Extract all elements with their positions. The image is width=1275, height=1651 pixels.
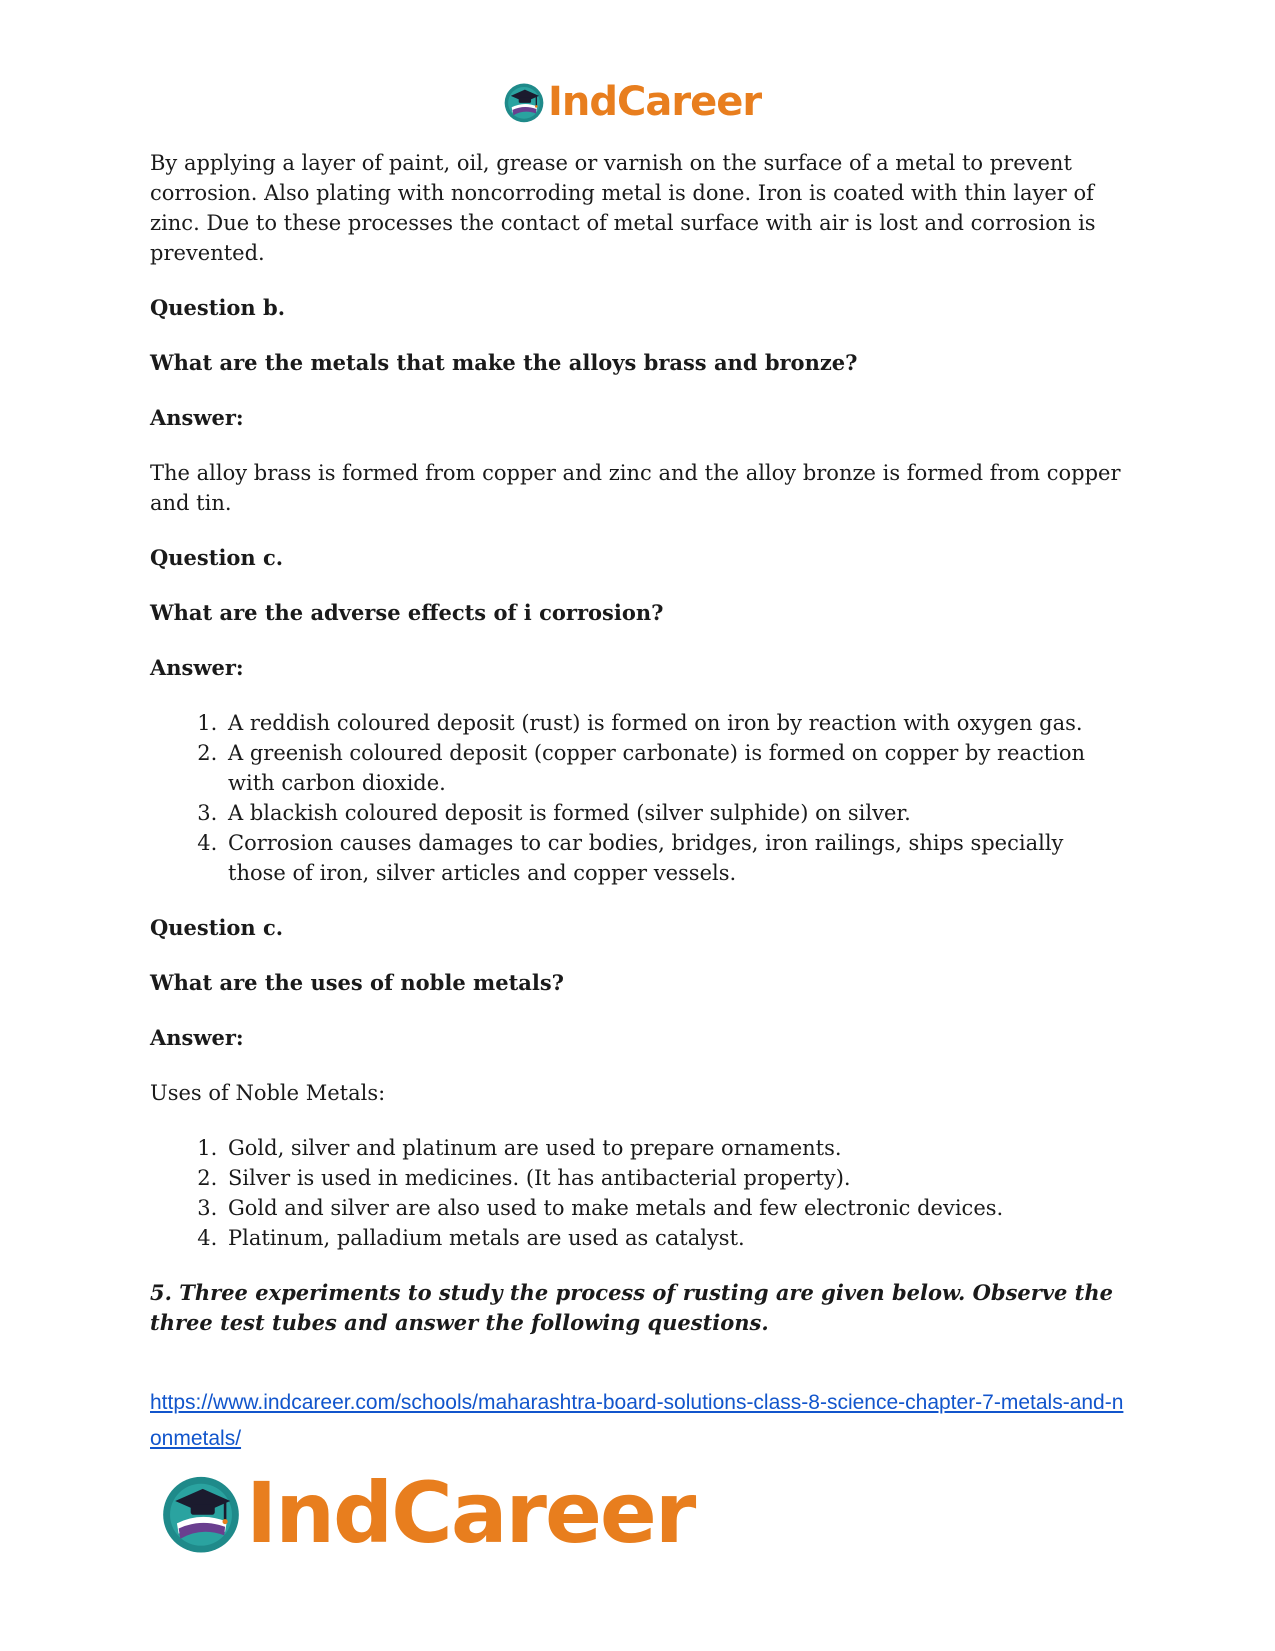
list-item: 2. Silver is used in medicines. (It has antibacterial property). xyxy=(224,1163,1125,1193)
corrosion-effects-list xyxy=(150,708,1125,888)
answer-label: Answer: xyxy=(150,655,244,680)
question-text: What are the uses of noble metals? xyxy=(150,970,564,995)
question-label: Question c. xyxy=(150,545,284,570)
question-text: What are the metals that make the alloys brass and bronze? xyxy=(150,350,858,375)
source-url-link[interactable]: https://www.indcareer.com/schools/maharashtra-board-solutions-class-8-science-chapter-7-metals-and-nonmetals/ xyxy=(150,1391,1124,1450)
graduation-cap-globe-icon xyxy=(158,1470,244,1556)
noble-metals-uses-list xyxy=(150,1133,1125,1253)
answer-intro: Uses of Noble Metals: xyxy=(150,1081,386,1105)
question-5-heading: 5. Three experiments to study the process of rusting are given below. Observe the three test tubes and answer the following questions. xyxy=(150,1280,1114,1335)
answer-label: Answer: xyxy=(150,405,244,430)
intro-paragraph: By applying a layer of paint, oil, grease or varnish on the surface of a metal to prevent corrosion. Also plating with noncorroding metal is done. Iron is coated with thin layer of zinc. Due to these processes the contact of metal surface with air is lost and corrosion is prevented. xyxy=(150,151,1096,265)
header-logo xyxy=(502,80,761,124)
question-label: Question c. xyxy=(150,915,284,940)
list-item: 4. Platinum, palladium metals are used as catalyst. xyxy=(224,1223,1125,1253)
question-text: What are the adverse effects of i corrosion? xyxy=(150,600,664,625)
question-label: Question b. xyxy=(150,295,286,320)
logo-wordmark: IndCareer xyxy=(246,1464,695,1562)
list-item: 4. Corrosion causes damages to car bodies, bridges, iron railings, ships specially those of iron, silver articles and copper vessels. xyxy=(224,828,1125,888)
list-item: 1. Gold, silver and platinum are used to prepare ornaments. xyxy=(224,1133,1125,1163)
answer-text: The alloy brass is formed from copper and zinc and the alloy bronze is formed from copper and tin. xyxy=(150,461,1121,515)
list-item: 2. A greenish coloured deposit (copper carbonate) is formed on copper by reaction with carbon dioxide. xyxy=(224,738,1125,798)
graduation-cap-globe-icon xyxy=(502,80,546,124)
footer-logo xyxy=(158,1464,695,1562)
answer-label: Answer: xyxy=(150,1025,244,1050)
logo-wordmark: IndCareer xyxy=(548,79,762,125)
list-item: 3. A blackish coloured deposit is formed (silver sulphide) on silver. xyxy=(224,798,1125,828)
document-body xyxy=(150,148,1125,1363)
list-item: 3. Gold and silver are also used to make metals and few electronic devices. xyxy=(224,1193,1125,1223)
list-item: 1. A reddish coloured deposit (rust) is formed on iron by reaction with oxygen gas. xyxy=(224,708,1125,738)
